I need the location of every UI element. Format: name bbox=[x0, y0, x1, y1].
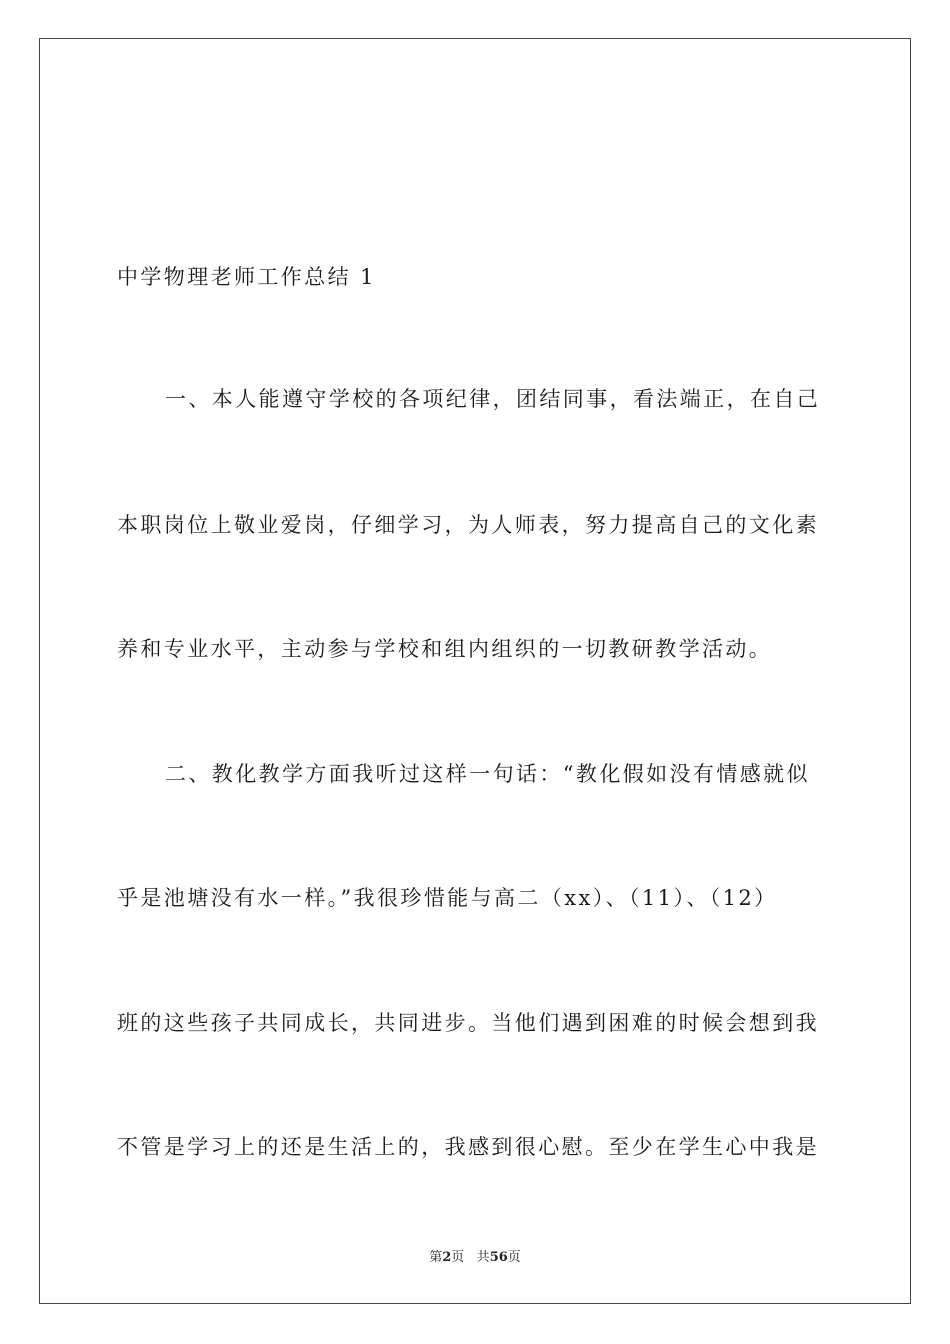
total-prefix: 共 bbox=[476, 1250, 490, 1265]
page-prefix: 第 bbox=[429, 1250, 443, 1265]
paragraph-1-line-2: 本职岗位上敬业爱岗，仔细学习，为人师表，努力提高自己的文化素 bbox=[117, 513, 819, 537]
page-footer bbox=[0, 1246, 950, 1265]
page-number: 2 bbox=[442, 1250, 452, 1265]
page-border bbox=[39, 38, 911, 1304]
total-pages: 56 bbox=[489, 1250, 508, 1265]
paragraph-1-line-1: 一、本人能遵守学校的各项纪律，团结同事，看法端正，在自己 bbox=[165, 387, 821, 411]
page-suffix: 页 bbox=[451, 1250, 465, 1265]
total-suffix: 页 bbox=[507, 1250, 521, 1265]
paragraph-2-line-4: 不管是学习上的还是生活上的，我感到很心慰。至少在学生心中我是 bbox=[117, 1135, 819, 1159]
paragraph-1-line-3: 养和专业水平，主动参与学校和组内组织的一切教研教学活动。 bbox=[117, 637, 773, 661]
document-title: 中学物理老师工作总结 1 bbox=[117, 265, 376, 289]
paragraph-2-line-2: 乎是池塘没有水一样。”我很珍惜能与高二（xx）、（11）、（12） bbox=[117, 886, 778, 910]
paragraph-2-line-3: 班的这些孩子共同成长，共同进步。当他们遇到困难的时候会想到我 bbox=[117, 1011, 819, 1035]
paragraph-2-line-1: 二、教化教学方面我听过这样一句话：“教化假如没有情感就似 bbox=[165, 762, 810, 786]
